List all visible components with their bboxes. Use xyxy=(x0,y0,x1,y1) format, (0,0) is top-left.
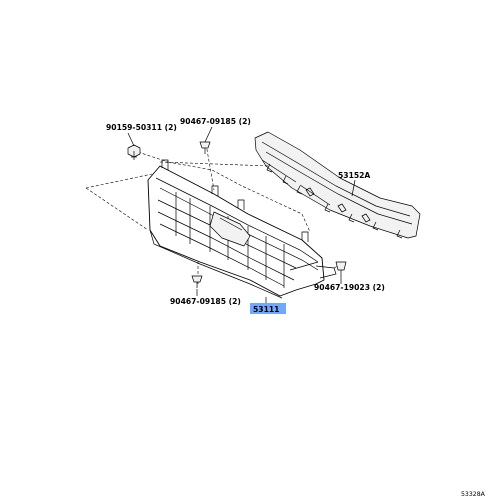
callout-clip-bottom: 90467-09185 (2) xyxy=(170,297,241,306)
callout-clip-right: 90467-19023 (2) xyxy=(314,283,385,292)
callout-panel-upper: 53152A xyxy=(338,171,371,180)
push-clip-bottom-icon xyxy=(192,276,202,288)
callout-bolt-top-left: 90159-50311 (2) xyxy=(106,123,177,132)
callout-clip-top: 90467-09185 (2) xyxy=(180,117,251,126)
callout-grille-main[interactable]: 53111 xyxy=(253,305,280,314)
hex-bolt-icon xyxy=(128,145,140,160)
push-clip-icon xyxy=(200,142,210,154)
diagram-code: 53328A xyxy=(461,491,485,498)
push-clip-right-icon xyxy=(336,262,346,280)
upper-grille-panel xyxy=(255,132,420,238)
